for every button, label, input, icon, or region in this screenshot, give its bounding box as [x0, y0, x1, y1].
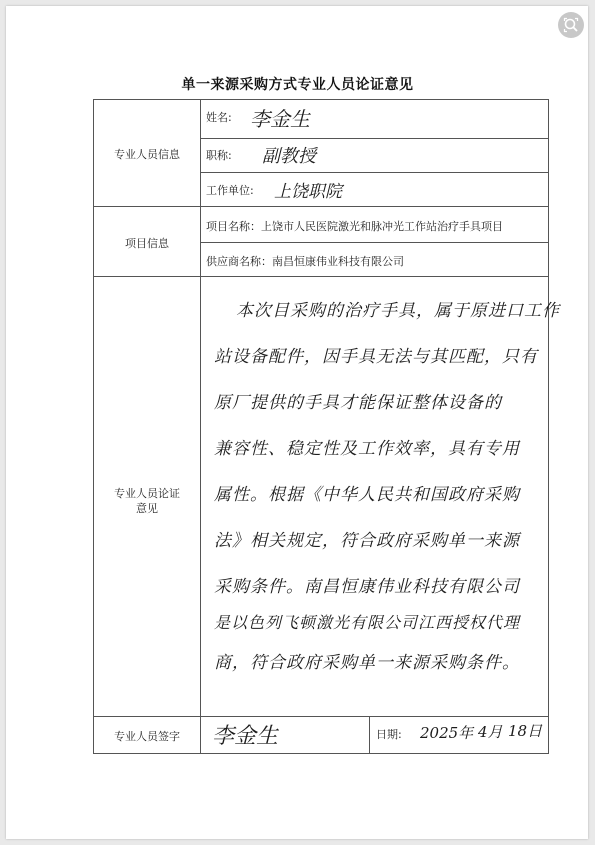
- form-title: 单一来源采购方式专业人员论证意见: [181, 77, 414, 93]
- title-value: 副教授: [262, 146, 316, 167]
- name-label: 姓名:: [206, 111, 232, 124]
- date-month: 4月: [478, 723, 503, 741]
- project-info-label: 项目信息: [125, 237, 169, 250]
- opinion-line: 商，符合政府采购单一来源采购条件。: [214, 653, 520, 673]
- date-year: 2025年: [420, 724, 474, 742]
- opinion-line: 兼容性、稳定性及工作效率，具有专用: [214, 439, 520, 459]
- opinion-line: 法》相关规定，符合政府采购单一来源: [214, 531, 520, 551]
- supplier-name: 供应商名称：南昌恒康伟业科技有限公司: [206, 255, 404, 268]
- opinion-line: 站设备配件，因手具无法与其匹配，只有: [214, 347, 538, 367]
- opinion-line: 原厂提供的手具才能保证整体设备的: [214, 393, 502, 413]
- title-label: 职称:: [206, 149, 232, 162]
- opinion-line: 是以色列飞顿激光有限公司江西授权代理: [214, 613, 521, 632]
- project-name: 项目名称：上饶市人民医院激光和脉冲光工作站治疗手具项目: [206, 220, 503, 233]
- signature-value: 李金生: [212, 724, 279, 749]
- signature-label: 专业人员签字: [114, 730, 180, 743]
- date-label: 日期:: [376, 728, 402, 741]
- date-day: 18日: [508, 722, 543, 740]
- opinion-label-line2: 意见: [136, 502, 158, 515]
- name-value: 李金生: [250, 107, 310, 131]
- opinion-label-line1: 专业人员论证: [114, 487, 180, 500]
- unit-value: 上饶职院: [274, 182, 342, 202]
- expert-info-label: 专业人员信息: [114, 148, 180, 161]
- opinion-line: 本次目采购的治疗手具，属于原进口工作: [236, 301, 560, 321]
- opinion-line: 属性。根据《中华人民共和国政府采购: [214, 485, 520, 505]
- opinion-line: 采购条件。南昌恒康伟业科技有限公司: [214, 577, 520, 597]
- unit-label: 工作单位:: [206, 184, 254, 197]
